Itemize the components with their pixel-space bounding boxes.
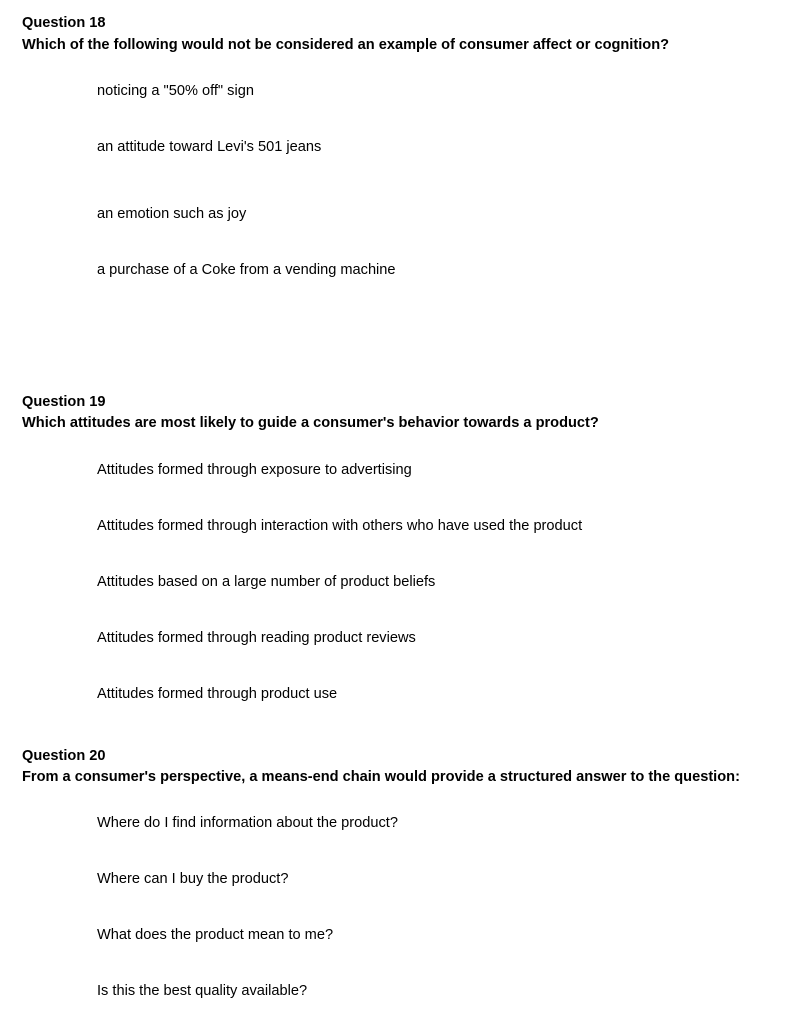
question-number: Question 18	[22, 15, 106, 31]
answer-option[interactable]: noticing a "50% off" sign	[97, 83, 254, 99]
question-number: Question 20	[22, 748, 106, 764]
answer-option[interactable]: Attitudes formed through exposure to advertising	[97, 462, 412, 478]
answer-option[interactable]: Attitudes based on a large number of product beliefs	[97, 574, 436, 590]
question-text: From a consumer's perspective, a means-end chain would provide a structured answer to the question:	[22, 769, 740, 785]
answer-option[interactable]: Attitudes formed through product use	[97, 686, 338, 702]
answer-option[interactable]: an attitude toward Levi's 501 jeans	[97, 139, 322, 155]
answer-option[interactable]: a purchase of a Coke from a vending machine	[97, 262, 396, 278]
answer-option[interactable]: What does the product mean to me?	[97, 927, 334, 943]
answer-option[interactable]: Attitudes formed through interaction with others who have used the product	[97, 518, 583, 534]
answer-option[interactable]: Where can I buy the product?	[97, 871, 289, 887]
question-text: Which of the following would not be considered an example of consumer affect or cognition?	[22, 37, 670, 53]
answer-option[interactable]: Attitudes formed through reading product reviews	[97, 630, 416, 646]
answer-option[interactable]: Where do I find information about the product?	[97, 815, 398, 831]
question-number: Question 19	[22, 394, 106, 410]
answer-option[interactable]: an emotion such as joy	[97, 206, 247, 222]
answer-option[interactable]: Is this the best quality available?	[97, 983, 308, 999]
question-text: Which attitudes are most likely to guide a consumer's behavior towards a product?	[22, 415, 599, 431]
